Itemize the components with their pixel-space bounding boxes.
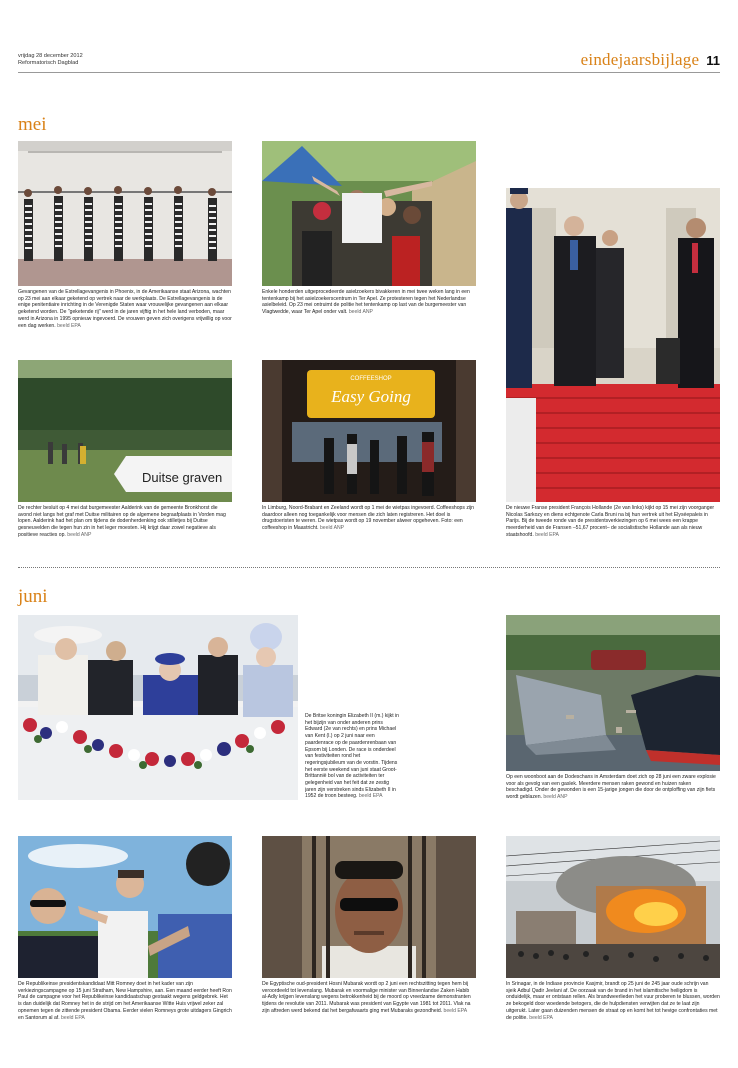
masthead-info (18, 53, 83, 67)
section-divider (18, 567, 720, 568)
section-heading-june: juni (18, 586, 48, 607)
caption-hollande: De nieuwe Franse president François Hollande (2e van links) kijkt op 15 mei zijn voorganger Nicolas Sarkozy en diens echtgenote Carla Bruni na bij hun vertrek uit het Elyséepaleis in Parijs. Bij de tweede ronde van de presidentsverkiezingen op 6 mei wees een krappe meerderheid van de Fransen –51,67 procent– de socialistische Hollande aan als nieuw staatshoofd. beeld EPA (506, 505, 715, 538)
photo-amsterdam-explosion (506, 615, 720, 771)
paper-name: Reformatorisch Dagblad (18, 59, 79, 66)
photo-prison-chain-gang (18, 141, 232, 286)
sign-text: Duitse graven (142, 470, 223, 485)
photo-hollande-elysee (506, 188, 720, 502)
caption-srinagar: In Srinagar, in de Indiase provincie Kasjmir, brandt op 25 juni de 245 jaar oude schrijn van sjeik Adbul Qadir Jeelani af. De oorzaak van de brand in het islamitische heiligdom is onduidelijk, maar er ontstaan rellen. Als brandweerlieden het vuur proberen te blussen, worden ze bekogeld door woedende betogers, die de hulpdiensten verwijten dat ze te laat zijn uitgerukt. Later gaan duizenden mensen de straat op en komt het tot hevige confrontaties met de politie. beeld EPA (506, 981, 720, 1021)
section-title: eindejaarsbijlage (580, 50, 700, 69)
photo-coffeeshop-maastricht (262, 360, 476, 502)
photo-credit: beeld ANP (319, 525, 345, 532)
photo-queen-epsom (18, 615, 298, 800)
caption-queen: De Britse koningin Elizabeth II (m.) kijkt in het bijzijn van onder anderen prins Edward (2e van rechts) en prins Michael van Kent (l.) op 2 juni naar een paardenrace op de paardenrenbaan van Epsom bij Londen. De race is onderdeel van festiviteiten rond het regeringsjubileum van de vorstin. Tijdens het eerste weekend van juni staat Groot-Brittannië bol van de activiteiten ter gelegenheid van het feit dat ze zestig jaren zijn verstreken sinds Elizabeth II in 1952 de troon besteeg. beeld EPA (305, 713, 399, 800)
photo-german-graves-sign (18, 360, 232, 502)
photo-srinagar-shrine-fire (506, 836, 720, 978)
photo-credit: beeld ANP (543, 794, 568, 801)
sign-name: Easy Going (331, 387, 411, 406)
photo-credit: beeld ANP (67, 531, 92, 538)
caption-prison: Gevangenen van de Estrellagevangenis in Phoenix, in de Amerikaanse staat Arizona, wachten op 23 mei aan elkaar geketend op vertrek naar de werkplaats. De Estrellagevangenis is de enige penitentiaire inrichting in de Verenigde Staten waar vrouwelijke gevangenen aan elkaar geketend worden. De "geketende rij" werd in de jaren vijftig in het hele land verboden, maar werd in Arizona in 1995 opnieuw ingevoerd. De vrouwen geven zich overigens vrijwillig op voor een dag werken. beeld EPA (18, 289, 232, 329)
photo-credit: beeld EPA (443, 1007, 468, 1014)
photo-credit: beeld EPA (529, 1014, 553, 1021)
photo-credit: beeld EPA (61, 1014, 85, 1021)
caption-explosion: Op een woonboot aan de Dodeschans in Amsterdam doet zich op 28 juni een zware explosie voor als gevolg van een gaslek. Meerdere mensen raken gewond en huizen raken beschadigd. Onder de gewonden is een 15-jarige jongen die door de ontploffing van zijn fiets wordt geblazen. beeld ANP (506, 774, 716, 801)
sign-top: COFFEESHOP (350, 376, 392, 382)
section-heading-may: mei (18, 114, 47, 135)
photo-credit: beeld EPA (57, 322, 81, 329)
photo-ter-apel-protest (262, 141, 476, 286)
caption-ter-apel: Enkele honderden uitgeprocedeerde asielzoekers bivakkeren in mei twee weken lang in een tentenkamp bij het asielzoekerscentrum in Ter Apel. Ze protesteren tegen het Nederlandse asielbeleid. Op 23 mei ontruimt de politie het tentenkamp op last van de burgemeester van Vlagtwedde, waar Ter Apel onder valt. beeld ANP (262, 289, 470, 316)
page-header (581, 50, 720, 70)
caption-ysselsteyn: De rechter besluit op 4 mei dat burgemeester Aalderink van de gemeente Bronkhorst die avond niet langs het graf met Duitse militairen op de algemene begraafplaats in Vorden mag lopen. Aalderink had het plan om tijdens de dodenherdenking ook stilletjes bij Duitse gesneuvelden die tegen hun zin in het leger moesten. Hij krijgt daar zowel negatieve als positieve reacties op. beeld ANP (18, 505, 226, 538)
date-line: vrijdag 28 december 2012 (18, 53, 83, 59)
photo-romney-stratham (18, 836, 232, 978)
page-number: 11 (706, 53, 720, 68)
header-rule (18, 72, 720, 73)
photo-credit: beeld EPA (535, 531, 559, 538)
photo-credit: beeld ANP (348, 309, 373, 316)
caption-romney: De Republikeinse presidentskandidaat Mitt Romney doet in het kader van zijn verkiezingscampagne op 15 juni Stratham, New Hampshire, aan. Een maand eerder heeft Ron Paul de campagne voor het Republikeinse kandidaatschap gestaakt wegens geldgebrek. Het is dan duidelijk dat Romney het in de strijd om het Amerikaanse Witte Huis vrijwel zeker zal opnemen tegen de zittende president Obama. Eerder vielen Romneys grote uitdagers Gingrich en Santorum al af. beeld EPA (18, 981, 232, 1021)
caption-mubarak: De Egyptische oud-president Hosni Mubarak wordt op 2 juni een rechtszitting tegen hem bij veroordeeld tot levenslang. Mubarak en voormalige minister van Binnenlandse Zaken Habib al-Adly krijgen levenslang wegens betrokkenheid bij de moord op vreedzame demonstranten tijdens de revolutie van 2011. Mubarak was president van Egypte van 1981 tot 2011. Vlak na zijn aftreden werd bekend dat het bergafwaarts ging met Mubaraks gezondheid. beeld EPA (262, 981, 471, 1014)
photo-credit: beeld EPA (358, 793, 383, 800)
caption-coffeeshop: In Limburg, Noord-Brabant en Zeeland wordt op 1 mei de wietpas ingevoerd. Coffeeshops zijn daardoor alleen nog toegankelijk voor mensen die zich laten registreren. Het doel is drugstoeristen te weren. De wietpas wordt op 19 november alweer opgeheven. Foto: een coffeeshop in Maastricht. beeld ANP (262, 505, 474, 532)
photo-mubarak-trial (262, 836, 476, 978)
